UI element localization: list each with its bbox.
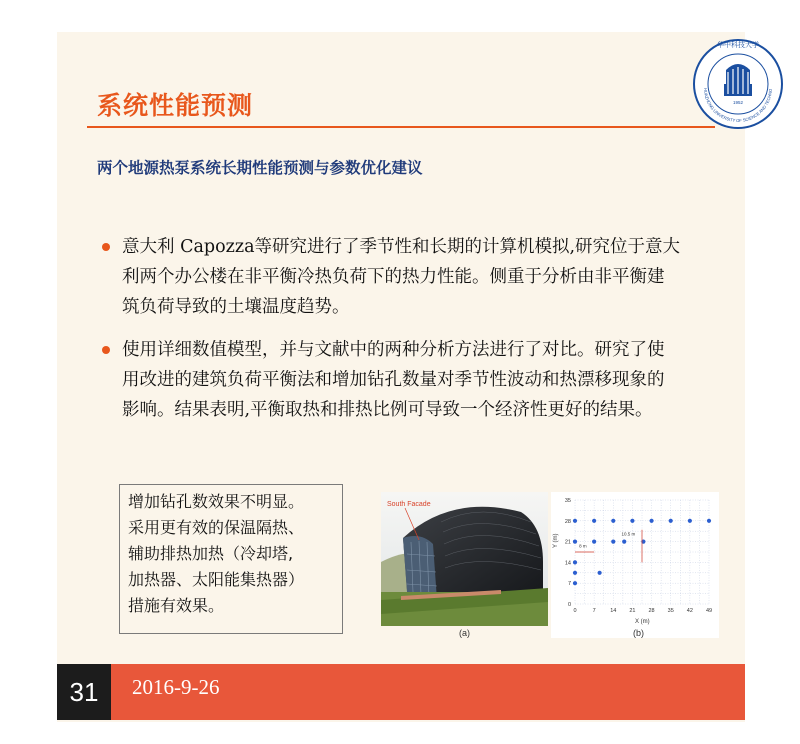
borehole-point xyxy=(669,519,673,523)
y-tick-label: 7 xyxy=(567,581,571,588)
dimension-x-label: 8 m xyxy=(579,543,587,549)
borehole-point xyxy=(573,581,577,585)
borehole-point xyxy=(611,519,615,523)
photo-caption: (a) xyxy=(459,628,470,638)
y-tick-label: 14 xyxy=(564,560,571,567)
logo-arc-text: HUAZHONG UNIVERSITY OF SCIENCE AND TECHNO xyxy=(702,87,774,123)
building-photo-figure xyxy=(381,492,548,638)
grid-caption: (b) xyxy=(633,628,644,638)
borehole-point xyxy=(573,540,577,544)
x-tick-label: 0 xyxy=(573,608,577,614)
dimension-y-label: 10.5 m xyxy=(621,531,636,537)
x-tick-label: 42 xyxy=(686,608,693,614)
bullet-line: 意大利 Capozza等研究进行了季节性和长期的计算机模拟,研究位于意大 xyxy=(122,237,681,257)
slide-title: 系统性能预测 xyxy=(97,91,254,120)
bullet-dot-icon xyxy=(102,243,110,251)
x-tick-label: 14 xyxy=(610,608,617,614)
x-tick-label: 35 xyxy=(667,608,674,614)
building-photo xyxy=(381,492,548,626)
y-tick-label: 0 xyxy=(567,602,571,608)
borehole-point xyxy=(707,519,711,523)
x-tick-label: 21 xyxy=(629,608,636,614)
page-number: 31 xyxy=(57,664,111,720)
title-underline xyxy=(87,126,715,128)
borehole-point xyxy=(630,519,634,523)
borehole-point xyxy=(611,540,615,544)
y-tick-label: 35 xyxy=(564,498,571,504)
borehole-point xyxy=(622,540,626,544)
borehole-point xyxy=(573,560,577,564)
bullet-line: 使用详细数值模型，并与文献中的两种分析方法进行了对比。研究了使 xyxy=(122,340,665,360)
borehole-point xyxy=(573,519,577,523)
bullet-line: 影响。结果表明,平衡取热和排热比例可导致一个经济性更好的结果。 xyxy=(122,400,653,420)
borehole-grid-chart xyxy=(551,492,719,626)
note-line: 采用更有效的保温隔热、 xyxy=(128,518,305,537)
note-line: 增加钻孔数效果不明显。 xyxy=(128,492,305,511)
university-logo xyxy=(690,36,786,132)
note-line: 措施有效果。 xyxy=(128,596,225,615)
borehole-point xyxy=(592,540,596,544)
y-tick-label: 21 xyxy=(564,539,571,546)
borehole-point xyxy=(688,519,692,523)
photo-label: South Facade xyxy=(387,501,431,508)
x-axis-label: X (m) xyxy=(635,619,650,625)
borehole-point xyxy=(598,571,602,575)
note-line: 加热器、太阳能集热器） xyxy=(128,570,305,589)
bullet-line: 用改进的建筑负荷平衡法和增加钻孔数量对季节性波动和热漂移现象的 xyxy=(122,370,665,390)
x-tick-label: 49 xyxy=(705,608,713,614)
borehole-grid-figure xyxy=(551,492,719,638)
slide-subtitle: 两个地源热泵系统长期性能预测与参数优化建议 xyxy=(97,159,423,177)
logo-text: 华中科技大学 xyxy=(717,41,759,49)
borehole-point xyxy=(649,519,653,523)
bullet-dot-icon xyxy=(102,346,110,354)
logo-year: 1952 xyxy=(732,100,744,105)
x-tick-label: 28 xyxy=(648,608,655,614)
borehole-point xyxy=(592,519,596,523)
bullet-line: 筑负荷导致的土壤温度趋势。 xyxy=(122,297,350,317)
y-tick-label: 28 xyxy=(564,518,571,525)
x-tick-label: 7 xyxy=(592,608,596,614)
bullet-item-2 xyxy=(102,335,732,425)
bullet-item-1 xyxy=(102,232,732,322)
bullet-line: 利两个办公楼在非平衡冷热负荷下的热力性能。侧重于分析由非平衡建 xyxy=(122,267,665,287)
y-axis-label: Y (m) xyxy=(553,533,559,548)
note-box xyxy=(119,484,343,634)
note-line: 辅助排热加热（冷却塔, xyxy=(128,544,294,563)
borehole-point xyxy=(573,571,577,575)
slide xyxy=(57,32,745,722)
slide-date: 2016-9-26 xyxy=(132,675,220,699)
